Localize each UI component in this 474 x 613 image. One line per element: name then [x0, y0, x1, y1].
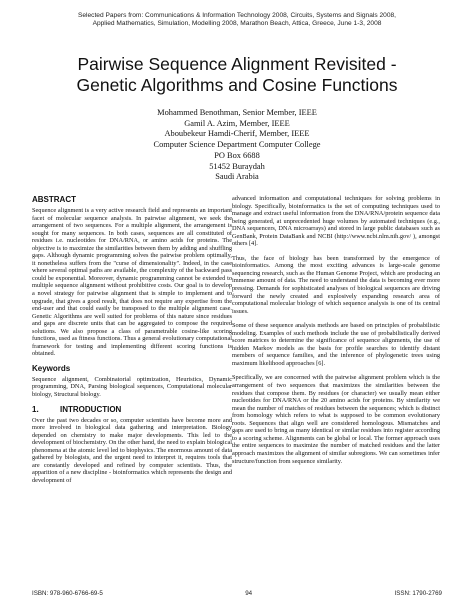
- footer-issn: ISSN: 1790-2769: [394, 590, 442, 597]
- right-column: [232, 195, 440, 472]
- paper-title: [0, 54, 474, 96]
- proceedings-line-1: Selected Papers from: Communications & Information Technology 2008, Circuits, Systems and Signals 2008,: [77, 12, 396, 19]
- affiliation: Computer Science Department Computer College: [153, 140, 321, 150]
- keywords-heading: Keywords: [32, 363, 71, 373]
- author-block: [0, 108, 474, 183]
- introduction-heading: [32, 405, 232, 415]
- proceedings-line-2: Applied Mathematics, Simulation, Modelling 2008, Marathon Beach, Attica, Greece, June 1-3, 2008: [92, 20, 382, 27]
- proceedings-header: [0, 12, 474, 28]
- author-2: Gamil A. Azim, Member, IEEE: [184, 118, 290, 128]
- title-line-1: Pairwise Sequence Alignment Revisited -: [77, 54, 397, 74]
- right-paragraph-1: advanced information and computational techniques for solving problems in biology. Specifically, bioinformatics is the set of computing techniques used to manage and extract useful information from the DNA/RNA/protein sequence data being generated, at unprecedented huge volumes by automated techniques (e.g., DNA sequencers, DNA microarrays) and stored in large public databases such as GenBank, Protein DataBank and NCBI (http://www.ncbi.nlm.nih.gov/ ), amongst others [4].: [232, 195, 440, 248]
- author-1: Mohammed Benothman, Senior Member, IEEE: [157, 108, 317, 117]
- keywords-text: Sequence alignment, Combinatorial optimization, Heuristics, Dynamic programming, DNA, Parsing biological sequences, Computational molecular biology, Structural biology.: [32, 375, 232, 399]
- right-paragraph-4: Specifically, we are concerned with the pairwise alignment problem which is the arrangement of two sequences that maximizes the similarities between the residues that compose them. By residues (or character) we usually mean either nucleotides for DNA/RNA or the 20 amino acids for proteins. By similarity we mean the number of matches of residues between the sequences; which is distinct from homology which refers to what is supposed to be common evolutionary roots. Sequences that align well are considered homologous. Mismatches and gaps are used to bring as many identical or similar residues into register according to a scoring scheme. Alignments can be global or local. The former approach uses the entire sequences to maximize the number of matched residues and the latter approach maximizes the alignment of similar subregions. We can sometimes infer structure/function from sequence similarity.: [232, 374, 440, 465]
- left-column: [32, 195, 232, 491]
- right-paragraph-2: Thus, the face of biology has been transformed by the emergence of bioinformatics. Among the most exciting advances is large-scale genome sequencing research, such as the Human Genome Project, which are producing an immense amount of data. The need to understand the data is becoming ever more pressing. Demands for sophisticated analyses of biological sequences are driving forward the newly created and explosively expanding research area of computational molecular biology of which sequence analysis is one of its central issues.: [232, 254, 440, 315]
- postal-city: 51452 Buraydah: [209, 161, 265, 171]
- introduction-text: Over the past two decades or so, computer scientists have become more and more involved in biological data gathering and interpretation. Biology depended on chemistry to make major developments. This led to the development of biochemistry. On the other hand, the need to explain biological phenomena at the atomic level led to biophysics. The enormous amount of data gathered by biologists, and the urgent need to interpret it, requires tools that are constantly developed and refined by computer scientists. Thus, the apparition of a new discipline - bioinformatics which represents the design and development of: [32, 416, 232, 484]
- abstract-heading: ABSTRACT: [32, 195, 76, 204]
- introduction-title: INTRODUCTION: [60, 404, 122, 414]
- po-box: PO Box 6688: [214, 150, 260, 160]
- abstract-text: Sequence alignment is a very active research field and represents an important facet of molecular sequence analysis. In pairwise alignment, we seek the arrangement of two sequences. For a multiple alignment, the arrangement is sought for many sequences. In both cases, sequences are all constituted of residues i.e. nucleotides for DNA/RNA, or amino acids for proteins. The objective is to maximize the similarities between them by adding and shuffling gaps. Although dynamic programming solves the pairwise problem optimally, it nonetheless suffers from the "curse of dimensionality". Indeed, in the case where several optimal paths are available, the complexity of the backward pass could be exponential. Moreover, dynamic programming cannot be extended to multiple sequence alignment without prohibitive costs. Our goal is to develop a novel strategy for pairwise alignment that is simple to implement and to upgrade, that gives a good result, that does not require any expertise from the end-user and that could easily be transposed to the multiple alignment case. Genetic Algorithms are well suited for problems of this nature since residues and gaps are discrete units that can be aggregated to compose the required solutions. We also propose a class of parametrable cosine-like scoring functions, used as fitness functions. Thus a general evolutionary computational framework for testing and implementing different scoring functions is obtained.: [32, 207, 232, 358]
- author-3: Aboubekeur Hamdi-Cherif, Member, IEEE: [164, 129, 310, 139]
- footer-isbn: ISBN: 978-960-6766-69-5: [32, 590, 103, 597]
- right-paragraph-3: Some of these sequence analysis methods are based on principles of probabilistic modeling. Examples of such methods include the use of probabilistically derived score matrices to determine the significance of sequence alignments, the use of hidden Markov models as the basis for profile searches to identify distant members of sequence families, and the inference of phylogenetic trees using maximum likelihood approaches [6].: [232, 322, 440, 367]
- title-line-2: Genetic Algorithms and Cosine Functions: [76, 75, 398, 95]
- introduction-number: 1.: [32, 404, 39, 414]
- page-footer: [32, 590, 442, 597]
- footer-page-number: 94: [245, 590, 253, 597]
- country: Saudi Arabia: [215, 172, 259, 182]
